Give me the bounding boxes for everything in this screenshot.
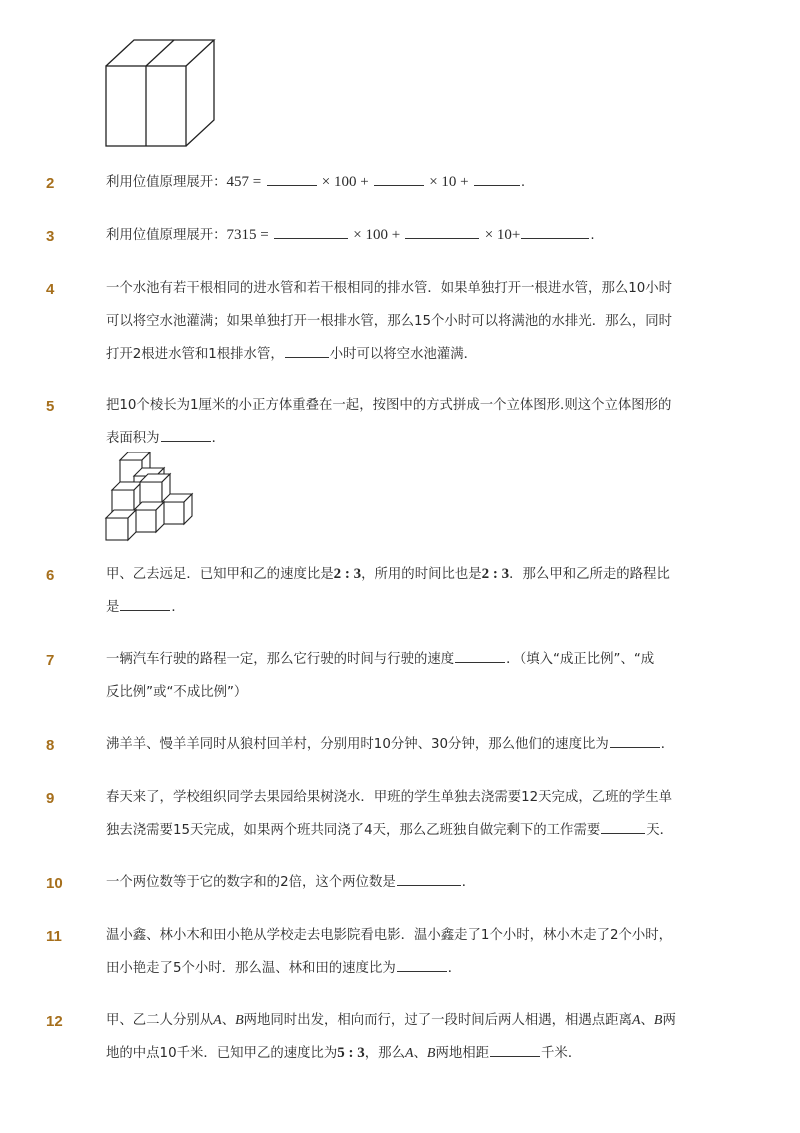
question-number: 10 (46, 875, 63, 892)
question-number: 9 (46, 790, 55, 807)
answer-blank[interactable] (610, 732, 660, 748)
question-number: 12 (46, 1013, 63, 1030)
question-text: 把10个棱长为1厘米的小正方体重叠在一起，按图中的方式拼成一个立体图形.则这个立体图形的 表面积为 ． (106, 398, 672, 446)
question-text: 温小鑫、林小木和田小艳从学校走去电影院看电影．温小鑫走了1个小时，林小木走了2个小时， 田小艳走了5个小时．那么温、林和田的速度比为 ． (106, 928, 673, 976)
question-text: 利用位值原理展开：457 = × 100 + × 10 + . (106, 166, 718, 199)
question-number: 4 (46, 281, 55, 298)
answer-blank[interactable] (161, 426, 211, 442)
answer-blank[interactable] (601, 818, 645, 834)
answer-blank[interactable] (267, 170, 317, 186)
question-number: 3 (46, 228, 55, 245)
question-number: 5 (46, 398, 55, 415)
question-text: 甲、乙二人分别从A、B两地同时出发，相向而行，过了一段时间后两人相遇，相遇点距离A、B两 地的中点10千米．已知甲乙的速度比为5 : 3，那么A、B两地相距 千米． (106, 1013, 676, 1061)
question-text: 利用位值原理展开：7315 = × 100 + × 10+ . (106, 219, 718, 252)
stacked-cubes-figure (104, 452, 194, 542)
answer-blank[interactable] (397, 956, 447, 972)
question-number: 2 (46, 175, 55, 192)
answer-blank[interactable] (521, 223, 589, 239)
answer-blank[interactable] (285, 342, 329, 358)
answer-blank[interactable] (397, 870, 461, 886)
answer-blank[interactable] (405, 223, 479, 239)
question-text: 一个水池有若干根相同的进水管和若干根相同的排水管．如果单独打开一根进水管，那么10小时 可以将空水池灌满；如果单独打开一根排水管，那么15个小时可以将满池的水排光．那么，同时 打开2根进水管和1根排水管， 小时可以将空水池灌满． (106, 281, 673, 362)
question-number: 6 (46, 567, 55, 584)
question-number: 7 (46, 652, 55, 669)
answer-blank[interactable] (455, 647, 505, 663)
answer-blank[interactable] (120, 595, 170, 611)
question-number: 11 (46, 928, 62, 945)
question-text: 一个两位数等于它的数字和的2倍，这个两位数是 ． (106, 866, 718, 899)
question-text: 沸羊羊、慢羊羊同时从狼村回羊村，分别用时10分钟、30分钟，那么他们的速度比为 ． (106, 728, 718, 761)
answer-blank[interactable] (274, 223, 348, 239)
question-text: 甲、乙去远足．已知甲和乙的速度比是2 : 3，所用的时间比也是2 : 3．那么甲和乙所走的路程比 是 ． (106, 566, 670, 615)
answer-blank[interactable] (474, 170, 520, 186)
cuboid-figure (104, 38, 216, 150)
answer-blank[interactable] (374, 170, 424, 186)
answer-blank[interactable] (490, 1041, 540, 1057)
question-text: 春天来了，学校组织同学去果园给果树浇水．甲班的学生单独去浇需要12天完成，乙班的学生单 独去浇需要15天完成，如果两个班共同浇了4天，那么乙班独自做完剩下的工作需要 天． (106, 790, 674, 838)
question-number: 8 (46, 737, 55, 754)
question-text: 一辆汽车行驶的路程一定，那么它行驶的时间与行驶的速度 ．（填入“成正比例”、“成 反比例”或“不成比例”） (106, 643, 718, 709)
